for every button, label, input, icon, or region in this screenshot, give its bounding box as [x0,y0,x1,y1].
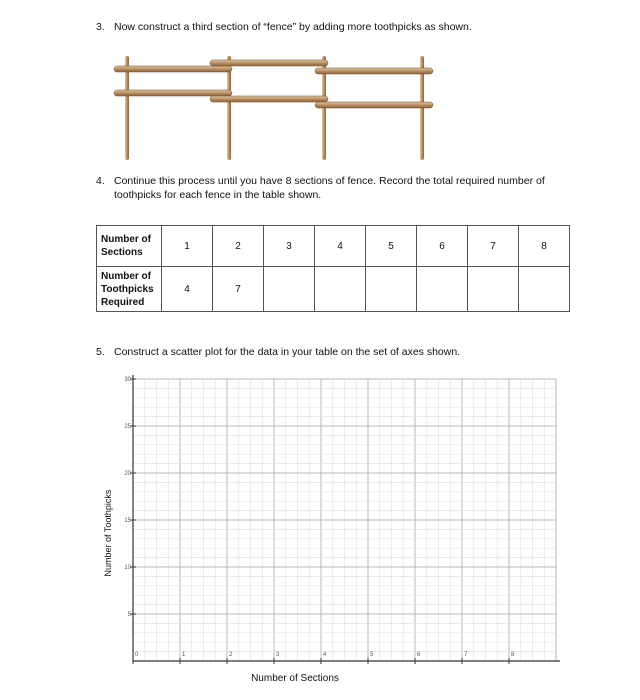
toothpick-fence-illustration [110,50,440,162]
y-tick-label: 30 [124,377,131,383]
x-tick-label: 0 [135,652,139,658]
question-4-line-1: Continue this process until you have 8 sections of fence. Record the total required number of [114,175,545,187]
toothpicks-cell[interactable] [519,267,570,312]
question-4 [96,174,566,202]
y-tick-label: 5 [127,612,131,618]
toothpicks-cell[interactable]: 4 [162,267,213,312]
toothpicks-header-line-2: Toothpicks [101,283,154,295]
sections-cell: 3 [264,226,315,267]
rail-2-bottom [210,96,328,102]
y-tick-label: 10 [124,565,131,571]
toothpicks-header-line-1: Number of [101,270,151,282]
toothpicks-row [97,267,570,312]
x-tick-label: 7 [464,652,468,658]
rail-1-top [114,66,232,72]
sections-cell: 7 [468,226,519,267]
horizontal-toothpicks [114,60,433,108]
sections-cell: 2 [213,226,264,267]
rail-1-bottom [114,90,232,96]
toothpicks-cell[interactable] [417,267,468,312]
sections-cell: 6 [417,226,468,267]
question-5-text: Construct a scatter plot for the data in your table on the set of axes shown. [114,346,461,358]
question-5 [96,345,460,359]
toothpick-table [96,225,570,312]
y-tick-label: 25 [124,424,131,430]
x-tick-label: 8 [511,652,515,658]
sections-header-line-2: Sections [101,247,143,258]
x-axis-label: Number of Sections [251,673,339,684]
sections-cell: 5 [366,226,417,267]
rail-3-bottom [315,102,433,108]
question-5-number: 5. [96,346,105,358]
toothpicks-header-line-3: Required [101,296,145,308]
x-tick-label: 5 [370,652,374,658]
question-4-number: 4. [96,175,105,187]
x-tick-label: 6 [417,652,421,658]
sections-header-line-1: Number of [101,234,151,245]
question-4-line-2: toothpicks for each fence in the table shown. [114,189,322,201]
y-axis-label: Number of Toothpicks [103,489,113,577]
question-3-text: Now construct a third section of “fence” by adding more toothpicks as shown. [114,21,472,33]
question-3 [96,20,472,34]
sections-cell: 1 [162,226,213,267]
x-tick-label: 4 [323,652,327,658]
toothpicks-cell[interactable] [315,267,366,312]
rail-3-top [315,68,433,74]
sections-row [97,226,570,267]
sections-header [97,226,162,267]
sections-cell: 4 [315,226,366,267]
toothpicks-header [97,267,162,312]
x-tick-label: 3 [276,652,280,658]
toothpicks-cell[interactable] [468,267,519,312]
sections-cell: 8 [519,226,570,267]
x-tick-label: 1 [182,652,186,658]
toothpicks-cell[interactable] [366,267,417,312]
toothpicks-cell[interactable]: 7 [213,267,264,312]
toothpicks-cell[interactable] [264,267,315,312]
y-tick-label: 15 [124,518,131,524]
x-tick-label: 2 [229,652,233,658]
y-tick-label: 20 [124,471,131,477]
question-3-number: 3. [96,21,105,33]
scatter-plot-axes[interactable] [88,365,568,675]
rail-2-top [210,60,328,66]
